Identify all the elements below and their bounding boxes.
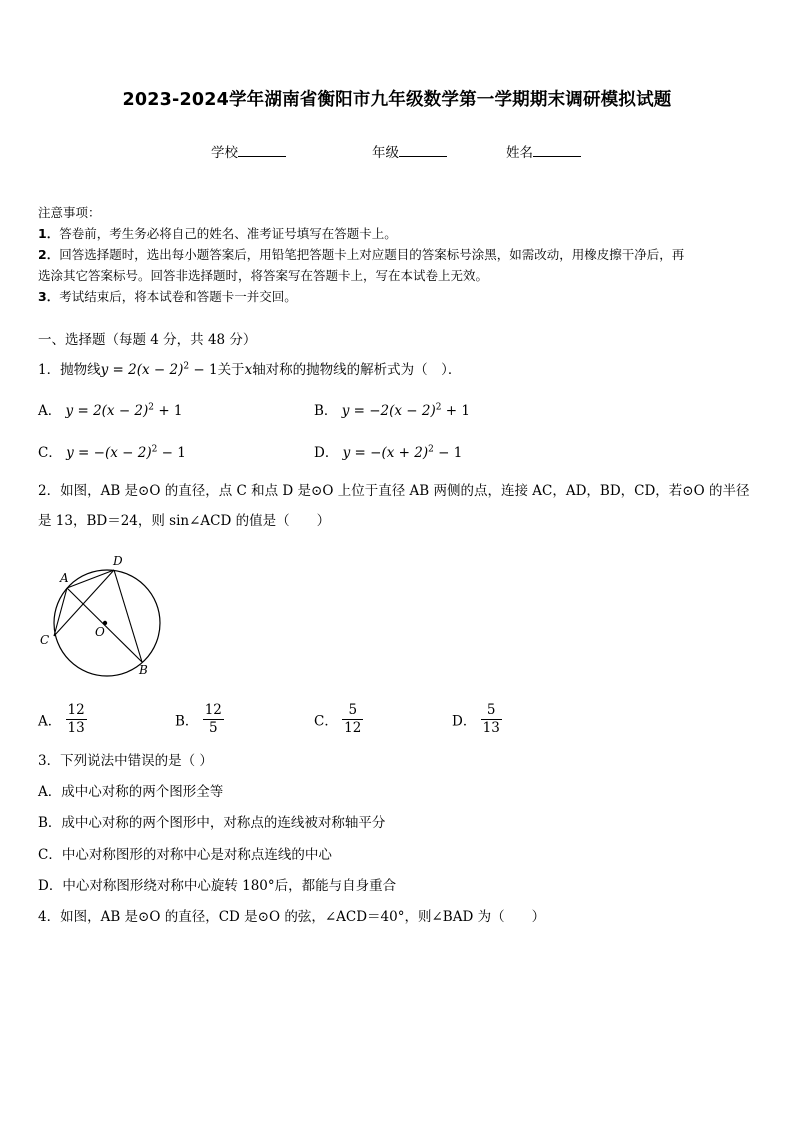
q2-option-d-label: D． — [452, 713, 477, 730]
q3-option-c[interactable]: C．中心对称图形的对称中心是对称点连线的中心 — [38, 847, 332, 863]
q2-option-b[interactable] — [175, 702, 224, 737]
q1-option-c-expr: y = −(x − 2) — [66, 445, 152, 461]
q1-option-a-label: A． — [38, 403, 62, 419]
q1-mid: 关于 — [217, 362, 245, 378]
q1-option-a-tail: + 1 — [154, 403, 183, 419]
q1-option-d-tail: − 1 — [433, 445, 463, 461]
q2-option-b-label: B． — [175, 713, 199, 730]
school-field — [211, 141, 286, 161]
q2-option-a[interactable] — [38, 702, 87, 737]
name-field — [506, 141, 581, 161]
q1-option-d[interactable] — [314, 441, 462, 461]
note-1-text: 答卷前，考生务必将自己的姓名、准考证号填写在答题卡上。 — [59, 226, 397, 241]
q2-stem-line-2: 是 13，BD＝24，则 sin∠ACD 的值是（ ） — [38, 513, 331, 529]
q2-circle-figure — [36, 552, 166, 680]
name-blank — [533, 144, 581, 157]
page-title: 2023-2024学年湖南省衡阳市九年级数学第一学期期末调研模拟试题 — [122, 90, 672, 110]
q1-option-d-expr: y = −(x + 2) — [342, 445, 429, 461]
note-2-line-1 — [38, 245, 684, 263]
q2-option-a-fraction — [66, 702, 87, 737]
q1-axis: x — [244, 362, 253, 378]
q1-option-d-label: D． — [314, 445, 339, 461]
label-b: B — [139, 663, 148, 677]
q1-option-b-expr: y = −2(x − 2) — [341, 403, 436, 419]
q1-option-a[interactable] — [38, 399, 183, 419]
grade-blank — [399, 144, 447, 157]
q1-option-b[interactable] — [314, 399, 470, 419]
q1-option-a-expr: y = 2(x − 2) — [65, 403, 149, 419]
q2-stem-line-1: 2．如图，AB 是⊙O 的直径，点 C 和点 D 是⊙O 上位于直径 AB 两侧的点，连接 AC，AD，BD，CD，若⊙O 的半径 — [38, 483, 750, 499]
name-label: 姓名 — [506, 145, 533, 161]
q2-option-c[interactable] — [314, 702, 363, 737]
grade-label: 年级 — [372, 145, 399, 161]
note-1 — [38, 224, 397, 242]
q1-option-a-exp: 2 — [148, 402, 155, 413]
q2-option-b-fraction — [203, 702, 224, 737]
grade-field — [372, 141, 447, 161]
notes-heading: 注意事项： — [38, 205, 101, 220]
q2-option-a-numerator: 12 — [67, 702, 85, 718]
q1-expr: y = 2(x − 2) — [100, 362, 184, 378]
q3-option-b[interactable]: B．成中心对称的两个图形中，对称点的连线被对称轴平分 — [38, 815, 386, 831]
note-3-text: 考试结束后，将本试卷和答题卡一并交回。 — [59, 289, 297, 304]
q4-stem: 4．如图，AB 是⊙O 的直径，CD 是⊙O 的弦，∠ACD＝40°，则∠BAD 为（ ） — [38, 909, 546, 925]
section-heading: 一、选择题（每题 4 分，共 48 分） — [38, 332, 257, 348]
q1-tail: 轴对称的抛物线的解析式为（ ）． — [252, 362, 462, 378]
label-d: D — [113, 554, 123, 568]
q2-option-b-denominator: 5 — [209, 720, 218, 736]
school-label: 学校 — [211, 145, 238, 161]
q2-option-a-label: A． — [38, 713, 62, 730]
q1-stem — [38, 358, 461, 378]
q1-option-d-exp: 2 — [428, 444, 434, 455]
label-a: A — [60, 571, 69, 585]
q1-option-c-exp: 2 — [151, 444, 158, 455]
note-2-text-1: 回答选择题时，选出每小题答案后，用铅笔把答题卡上对应题目的答案标号涂黑，如需改动，用橡皮擦干净后，再 — [59, 247, 685, 262]
note-2-line-2: 选涂其它答案标号。回答非选择题时，将答案写在答题卡上，写在本试卷上无效。 — [38, 268, 489, 283]
q1-option-b-exp: 2 — [435, 402, 442, 413]
q1-option-b-label: B． — [314, 403, 338, 419]
label-o: O — [95, 625, 105, 639]
q2-option-d-fraction — [481, 702, 502, 737]
q2-option-c-denominator: 12 — [344, 720, 362, 736]
note-3-number: 3． — [38, 289, 60, 304]
q2-option-d-denominator: 13 — [482, 720, 500, 736]
q3-option-d[interactable]: D．中心对称图形绕对称中心旋转 180°后，都能与自身重合 — [38, 878, 397, 894]
q1-option-b-tail: + 1 — [441, 403, 470, 419]
q1-option-c[interactable] — [38, 441, 186, 461]
q2-option-b-numerator: 12 — [204, 702, 222, 718]
q1-exp: 2 — [183, 361, 190, 372]
q2-option-d-numerator: 5 — [481, 702, 502, 720]
label-c: C — [40, 633, 50, 647]
q3-option-a[interactable]: A．成中心对称的两个图形全等 — [38, 784, 224, 800]
note-1-number: 1． — [38, 226, 60, 241]
q1-prefix: 1．抛物线 — [38, 362, 101, 378]
q1-option-c-label: C． — [38, 445, 62, 461]
q2-option-c-fraction — [342, 702, 363, 737]
q1-option-c-tail: − 1 — [157, 445, 186, 461]
q2-option-d[interactable] — [452, 702, 502, 737]
q3-stem: 3．下列说法中错误的是（ ） — [38, 753, 213, 769]
q2-option-c-label: C． — [314, 713, 338, 730]
q1-expr-tail: − 1 — [189, 362, 218, 378]
note-2-number: 2． — [38, 247, 60, 262]
note-3 — [38, 287, 297, 305]
q2-option-c-numerator: 5 — [342, 702, 363, 720]
q2-option-a-denominator: 13 — [67, 720, 85, 736]
school-blank — [238, 144, 286, 157]
